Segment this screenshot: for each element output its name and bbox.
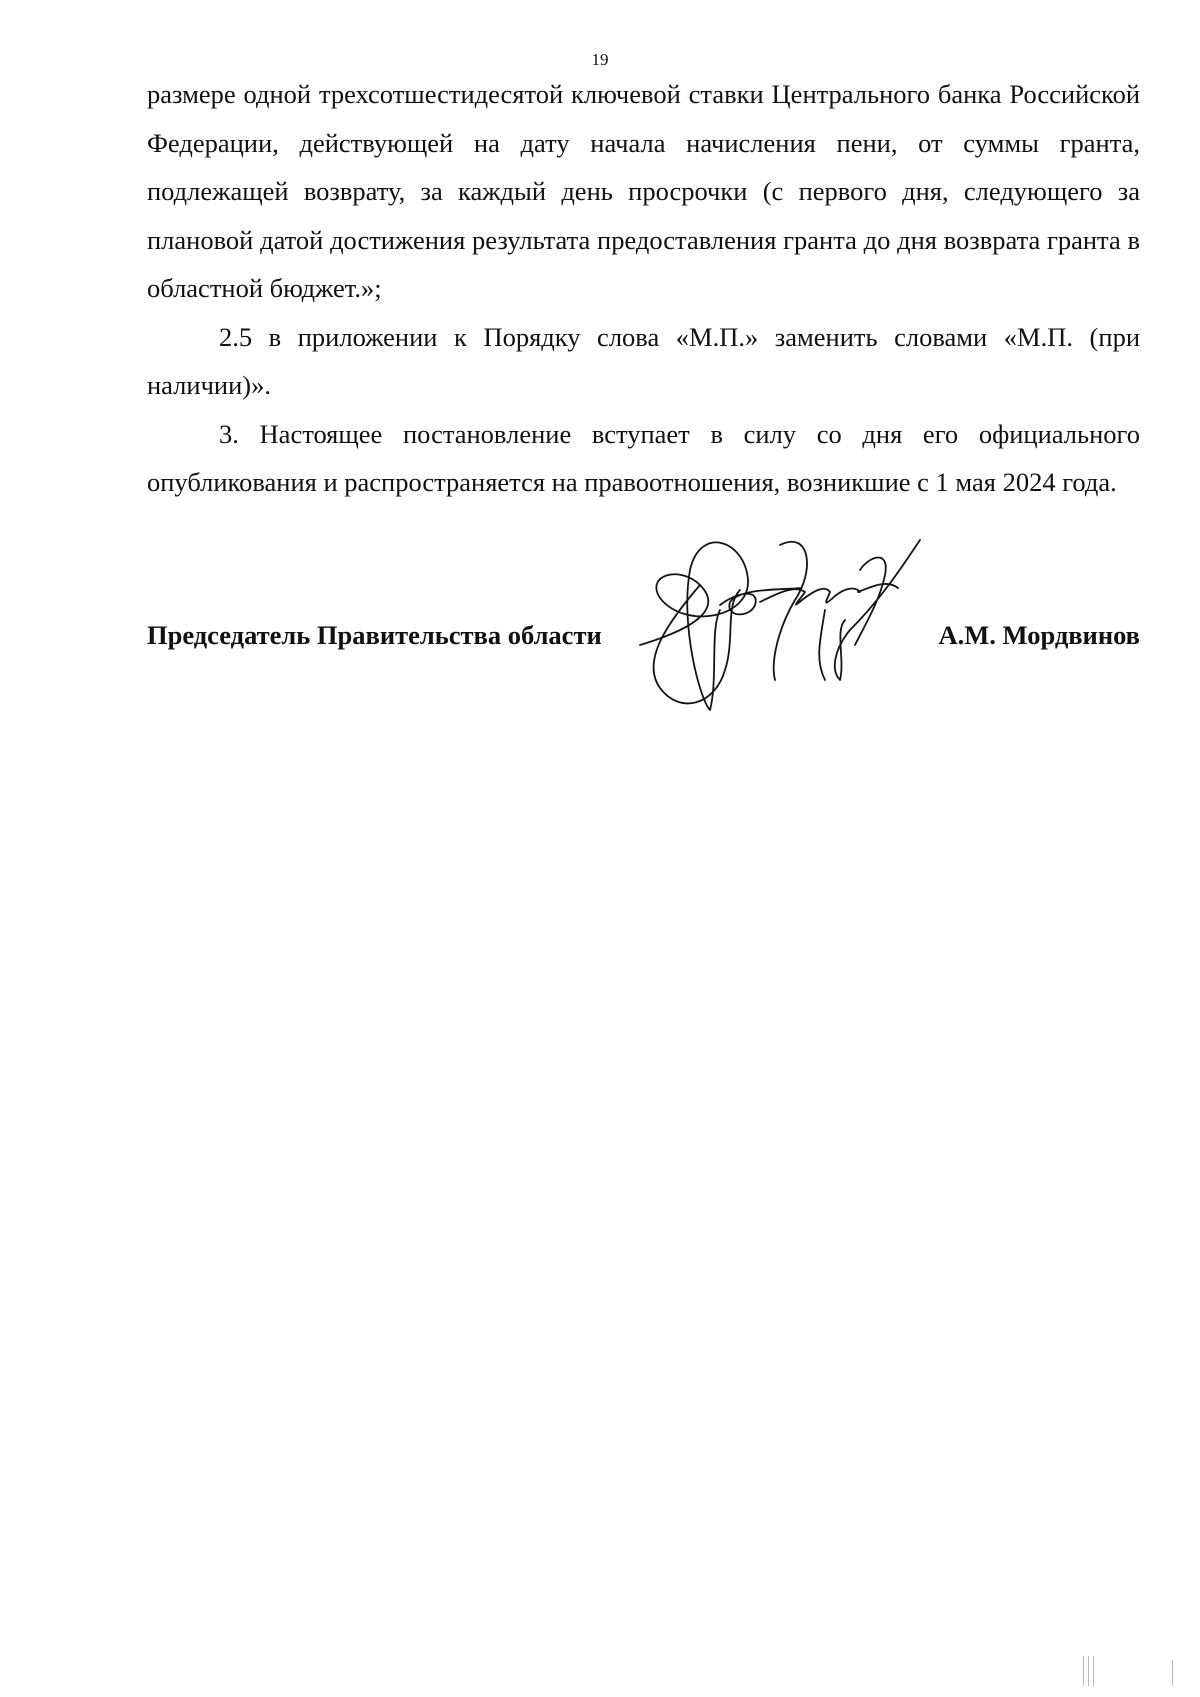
paragraph-item-3: 3. Настоящее постановление вступает в силу со дня его официального опубликования и распространяется на правоотношения, возникшие с 1 мая 2024 года.: [147, 418, 1140, 497]
scan-artifact-mark: [1172, 1660, 1173, 1686]
scan-artifact-mark: [1083, 1656, 1084, 1686]
handwritten-signature: [630, 530, 970, 730]
page-number: 19: [591, 50, 609, 69]
signer-position: Председатель Правительства области: [147, 620, 602, 650]
paragraph-continuation: размере одной трехсотшестидесятой ключевой ставки Центрального банка Российской Федерации, действующей на дату начала начисления пени, от суммы гранта, подлежащей возврату, за каждый день просрочки (с первого дня, следующего за плановой датой достижения результата предоставления гранта до дня возврата гранта в областной бюджет.»;: [147, 79, 1140, 303]
paragraph-item-2-5: 2.5 в приложении к Порядку слова «М.П.» заменить словами «М.П. (при наличии)».: [147, 321, 1140, 400]
scan-artifact-mark: [1088, 1656, 1089, 1686]
signer-name: А.М. Мордвинов: [938, 620, 1140, 650]
scan-artifact-mark: [1093, 1656, 1094, 1686]
document-body: [147, 70, 1140, 507]
